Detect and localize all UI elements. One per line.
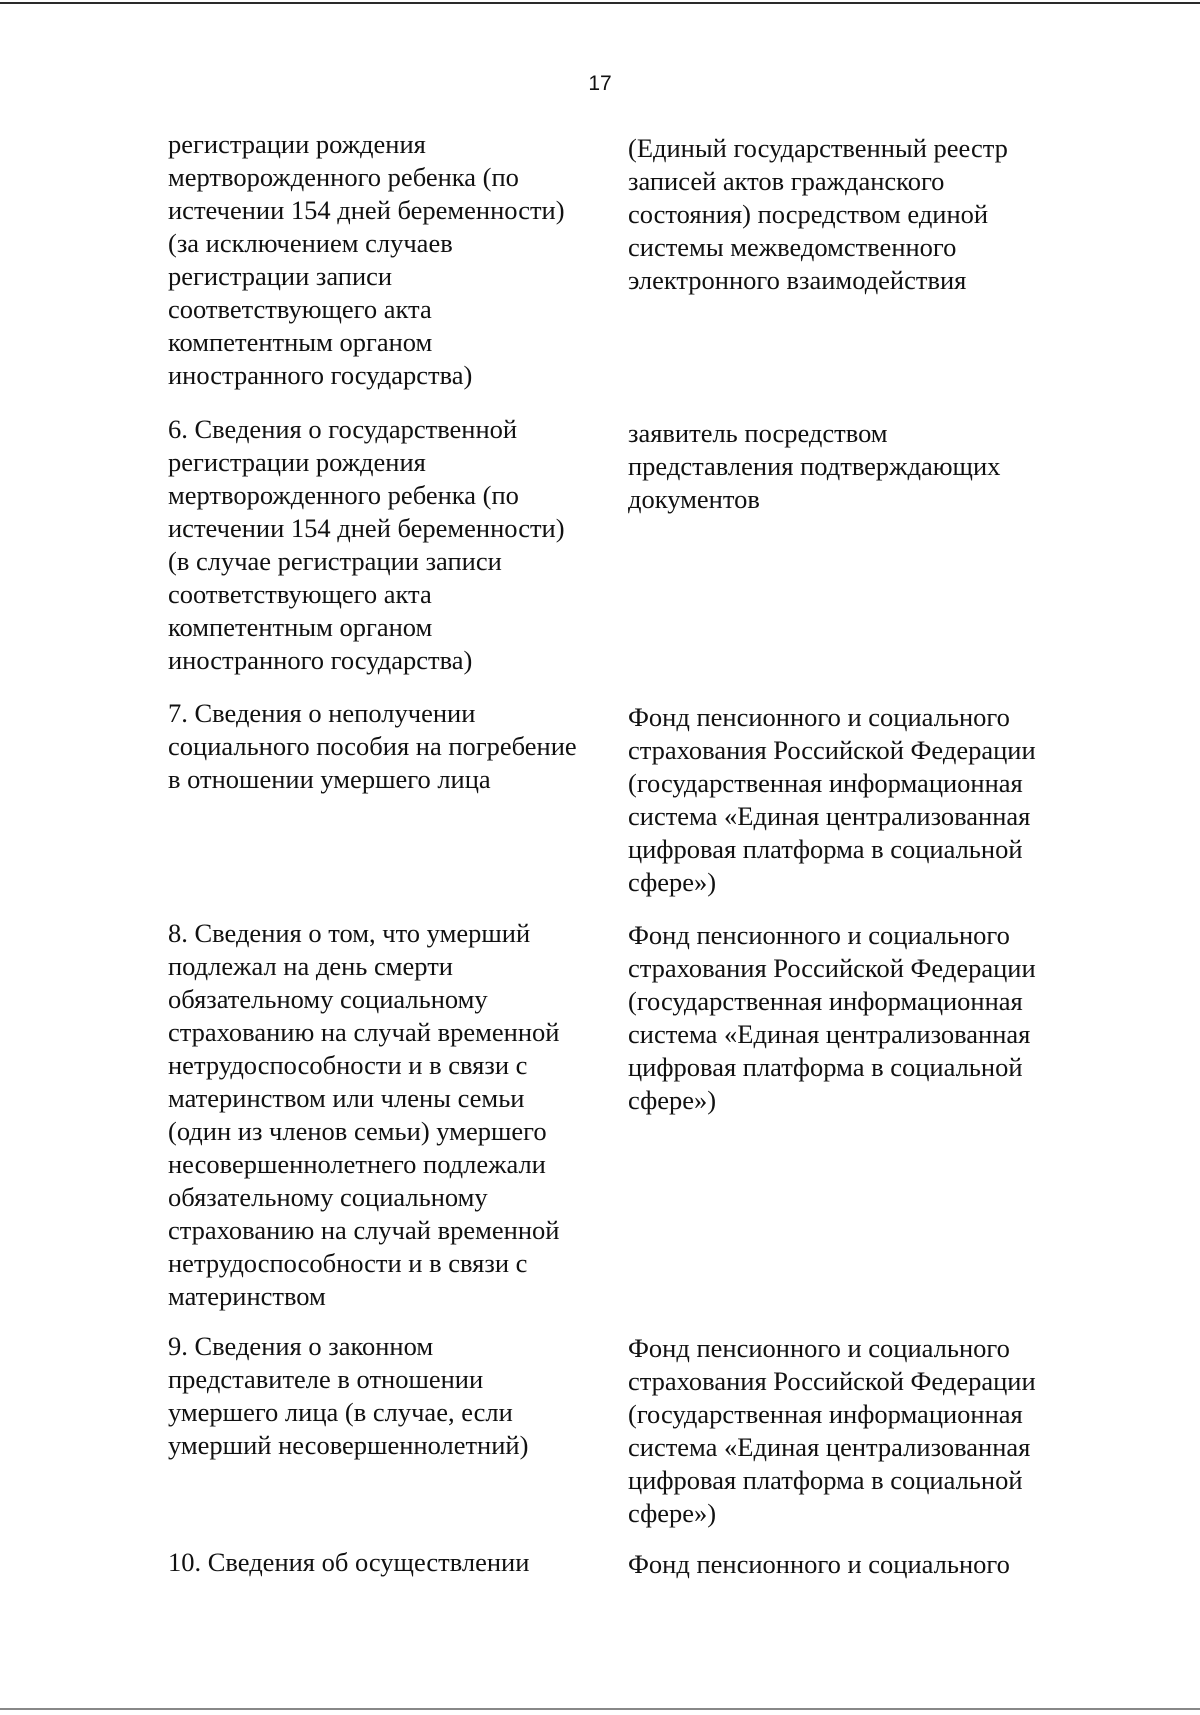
row-information-source: заявитель посредством представления подтверждающих документов	[628, 418, 1001, 514]
row-information-source: Фонд пенсионного и социального	[628, 1549, 1010, 1579]
row-information-item: 8. Сведения о том, что умерший подлежал на день смерти обязательному социальному страхованию на случай временной нетрудоспособности и в связи с материнством или члены семьи (один из членов семьи) умершего несовершеннолетнего подлежали обязательному социальному страхованию на случай временной нетрудоспособности и в связи с материнством	[168, 918, 560, 1311]
row-information-item: 6. Сведения о государственной регистрации рождения мертворожденного ребенка (по истечении 154 дней беременности) (в случае регистрации записи соответствующего акта компетентным органом иностранного государства)	[168, 414, 565, 675]
row-information-source: (Единый государственный реестр записей актов гражданского состояния) посредством единой системы межведомственного электронного взаимодействия	[628, 133, 1008, 295]
scan-edge-bottom	[0, 1708, 1200, 1710]
row-information-item: 10. Сведения об осуществлении	[168, 1547, 530, 1577]
row-information-source: Фонд пенсионного и социального страхования Российской Федерации (государственная информационная система «Единая централизованная цифровая платформа в социальной сфере»)	[628, 1333, 1036, 1528]
page-number: 17	[588, 72, 612, 95]
scan-edge-top	[0, 2, 1200, 4]
row-information-source: Фонд пенсионного и социального страхования Российской Федерации (государственная информационная система «Единая централизованная цифровая платформа в социальной сфере»)	[628, 920, 1036, 1115]
row-information-item: 9. Сведения о законном представителе в отношении умершего лица (в случае, если умерший несовершеннолетний)	[168, 1331, 529, 1460]
row-information-item: 7. Сведения о неполучении социального пособия на погребение в отношении умершего лица	[168, 698, 577, 794]
row-information-source: Фонд пенсионного и социального страхования Российской Федерации (государственная информационная система «Единая централизованная цифровая платформа в социальной сфере»)	[628, 702, 1036, 897]
row-information-item: регистрации рождения мертворожденного ребенка (по истечении 154 дней беременности) (за исключением случаев регистрации записи соответствующего акта компетентным органом иностранного государства)	[168, 129, 565, 390]
